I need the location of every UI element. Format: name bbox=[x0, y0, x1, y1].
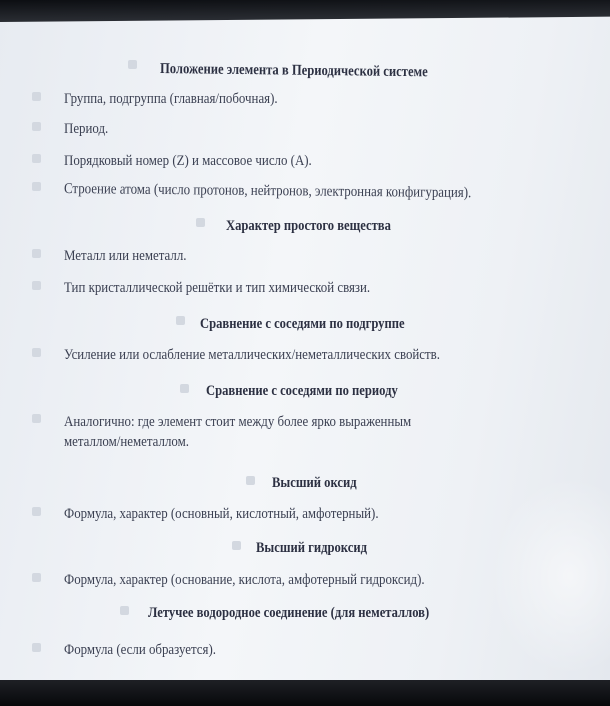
list-item-continuation: металлом/неметаллом. bbox=[64, 434, 189, 450]
bullet-marker bbox=[32, 249, 41, 258]
section-heading-higher-hydroxide: Высший гидроксид bbox=[256, 540, 367, 556]
list-item: Формула (если образуется). bbox=[64, 642, 216, 658]
bullet-marker bbox=[32, 507, 41, 516]
list-item: Порядковый номер (Z) и массовое число (A). bbox=[64, 153, 312, 169]
section-heading-simple-substance: Характер простого вещества bbox=[226, 218, 391, 234]
section-heading-period-neighbours: Сравнение с соседями по периоду bbox=[206, 383, 398, 399]
bullet-marker bbox=[180, 384, 189, 393]
bullet-marker bbox=[32, 182, 41, 191]
bullet-marker bbox=[120, 606, 129, 615]
bullet-marker bbox=[32, 92, 41, 101]
section-heading-higher-oxide: Высший оксид bbox=[272, 475, 357, 491]
list-item: Усиление или ослабление металлических/неметаллических свойств. bbox=[64, 347, 440, 363]
section-heading-position: Положение элемента в Периодической системе bbox=[159, 61, 428, 81]
bullet-marker bbox=[176, 316, 185, 325]
bullet-marker bbox=[196, 218, 205, 227]
bullet-marker bbox=[232, 541, 241, 550]
list-item: Период. bbox=[64, 121, 109, 137]
bullet-marker bbox=[32, 122, 41, 131]
list-item: Формула, характер (основание, кислота, амфотерный гидроксид). bbox=[64, 572, 425, 588]
bullet-marker bbox=[32, 414, 41, 423]
list-item: Группа, подгруппа (главная/побочная). bbox=[64, 91, 278, 107]
section-heading-volatile-hydrogen-compound: Летучее водородное соединение (для неметаллов) bbox=[148, 605, 430, 621]
bullet-marker bbox=[32, 573, 41, 582]
section-heading-subgroup-neighbours: Сравнение с соседями по подгруппе bbox=[200, 316, 405, 332]
list-item: Строение атома (число протонов, нейтронов, электронная конфигурация). bbox=[63, 181, 472, 202]
bullet-marker bbox=[32, 154, 41, 163]
list-item: Металл или неметалл. bbox=[64, 248, 187, 264]
bullet-marker bbox=[32, 348, 41, 357]
monitor-bottom-bezel bbox=[0, 680, 610, 706]
bullet-marker bbox=[128, 60, 137, 69]
list-item: Формула, характер (основный, кислотный, амфотерный). bbox=[64, 506, 379, 522]
list-item: Тип кристаллической решётки и тип химической связи. bbox=[64, 280, 371, 296]
bullet-marker bbox=[32, 281, 41, 290]
bullet-marker bbox=[246, 476, 255, 485]
bullet-marker bbox=[32, 643, 41, 652]
list-item: Аналогично: где элемент стоит между более ярко выраженным bbox=[64, 414, 412, 430]
